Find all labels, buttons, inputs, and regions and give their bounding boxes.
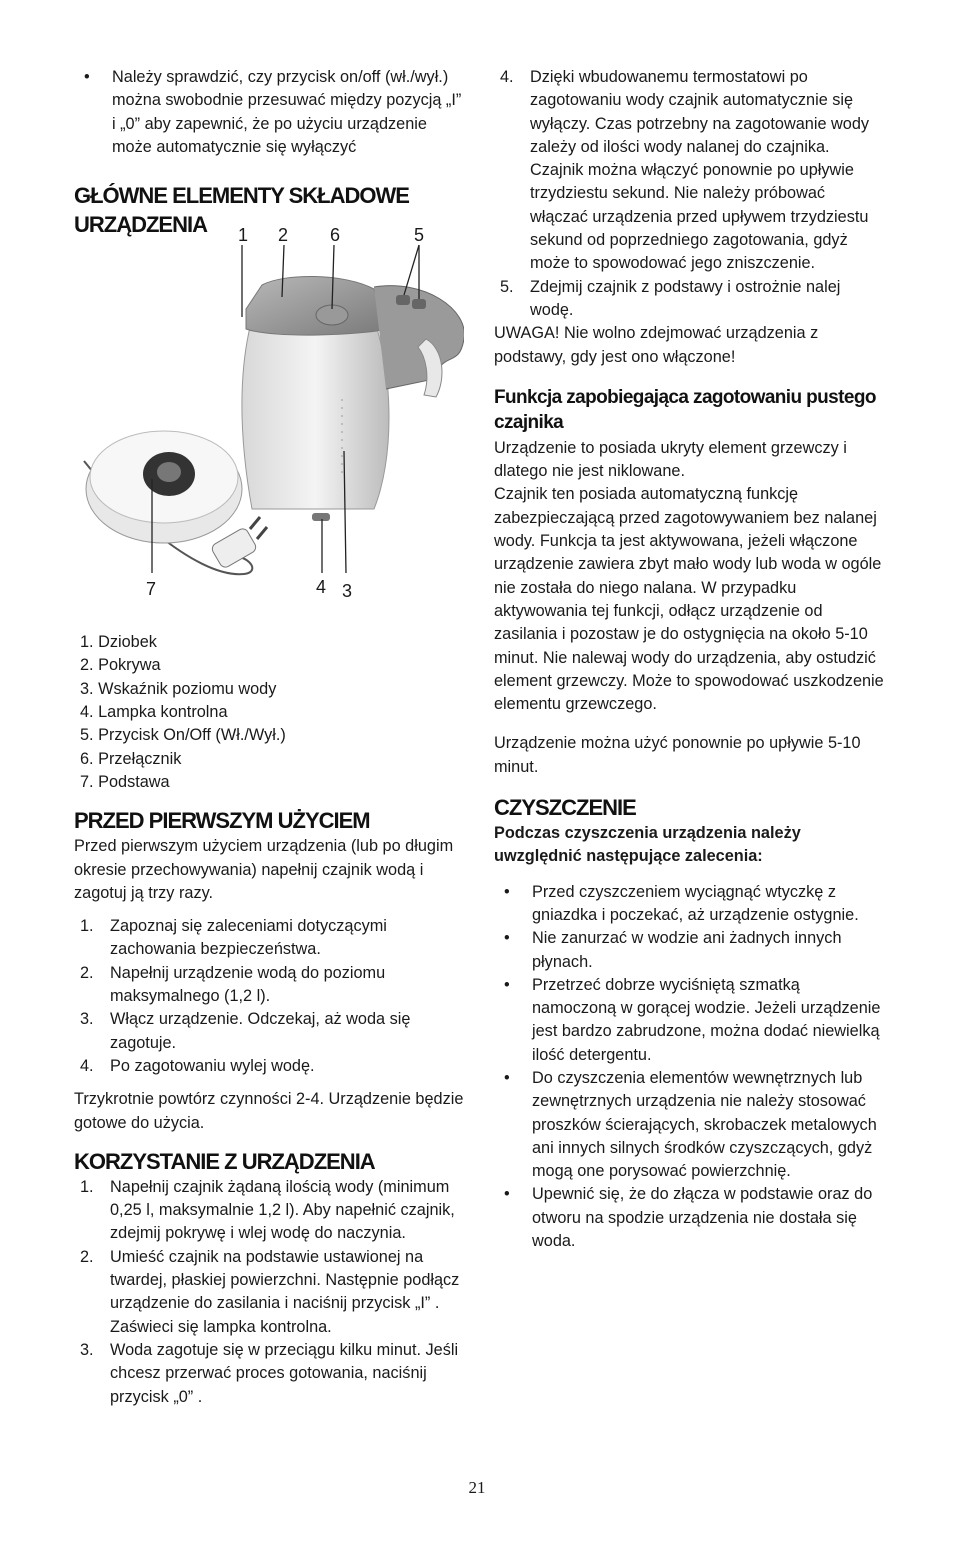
first-use-steps [74, 915, 464, 1078]
kettle-figure [74, 225, 464, 631]
first-use-heading: PRZED PIERWSZYM UŻYCIEM [74, 808, 370, 834]
list-item [74, 915, 464, 962]
bullet-glyph: • [504, 929, 510, 948]
warning-text: UWAGA! Nie wolno zdejmować urządzenia z podstawy, gdy jest ono włączone! [494, 324, 819, 366]
first-use-outro: Trzykrotnie powtórz czynności 2-4. Urządzenie będzie gotowe do użycia. [74, 1090, 464, 1132]
step-text: Napełnij urządzenie wodą do poziomu maksymalnego (1,2 l). [110, 963, 386, 1006]
parts-list [74, 631, 464, 794]
callout-4: 4 [316, 577, 327, 598]
bullet-text: Do czyszczenia elementów wewnętrznych lub zewnętrznych urządzenia nie należy stosować proszków ścierających, skrobaczek metalowych ani innych silnych środków czyszczących, gdyż mogą one porysować powierzchnię. [532, 1068, 877, 1181]
list-item: 1. Dziobek [80, 633, 157, 652]
list-item [74, 1176, 464, 1246]
bullet-glyph: • [504, 882, 510, 901]
intro-bullet-list [74, 66, 464, 159]
kettle-illustration [74, 239, 464, 631]
dry-boil-heading: Funkcja zapobiegająca zagotowaniu pustego czajnika [494, 386, 876, 433]
bullet-glyph: • [504, 1185, 510, 1204]
step-number: 2. [80, 1247, 94, 1266]
kettle-body [242, 277, 464, 522]
step-number: 1. [80, 917, 94, 936]
step-text: Zdejmij czajnik z podstawy i ostrożnie nalej wodę. [530, 277, 841, 319]
list-item: 7. Podstawa [80, 772, 170, 791]
dry-boil-paragraph-2: Czajnik ten posiada automatyczną funkcję zabezpieczającą przed zagotowywaniem bez nalanej wody. Funkcja ta jest aktywowana, jeżeli włączone urządzenie zawiera zbyt mało wody lub woda w ogóle nie została do niego nalana. W przypadku aktywowania tej funkcji, odłącz urządzenie od zasilania i pozostaw je do ostygnięcia na około 5-10 minut. Nie nalewaj wody do urządzenia, aby ostudzić element grzewczy. Może to spowodować uszkodzenie elementu grzewczego. [494, 485, 884, 714]
list-item [74, 66, 464, 159]
bullet-text: Przed czyszczeniem wyciągnąć wtyczkę z gniazdka i poczekać, aż urządzenie ostygnie. [532, 882, 859, 924]
list-item: 6. Przełącznik [80, 749, 182, 768]
dry-boil-paragraph-3: Urządzenie można użyć ponownie po upływie 5-10 minut. [494, 734, 861, 776]
bullet-glyph: • [504, 1068, 510, 1087]
callout-6: 6 [330, 225, 341, 246]
list-item: 2. Pokrywa [80, 656, 161, 675]
cleaning-intro: Podczas czyszczenia urządzenia należy uwzględnić następujące zalecenia: [494, 824, 801, 866]
page-number: 21 [468, 1478, 486, 1497]
list-item [494, 1183, 886, 1253]
right-column [494, 66, 886, 1253]
callout-3: 3 [342, 581, 353, 602]
step-number: 5. [500, 277, 514, 296]
list-item: 5. Przycisk On/Off (Wł./Wył.) [80, 726, 286, 745]
callout-2: 2 [278, 225, 289, 246]
list-item [494, 974, 886, 1067]
step-number: 4. [80, 1056, 94, 1075]
callout-1: 1 [238, 225, 249, 246]
list-item [74, 1055, 464, 1078]
usage-heading: KORZYSTANIE Z URZĄDZENIA [74, 1148, 375, 1174]
list-item [494, 927, 886, 974]
list-item [494, 881, 886, 928]
step-text: Napełnij czajnik żądaną ilością wody (minimum 0,25 l, maksymalnie 1,2 l). Aby napełnić czajnik, zdejmij pokrywę i wlej wodę do naczynia. [110, 1177, 455, 1243]
usage-steps-continued [494, 66, 886, 322]
list-item [494, 66, 886, 276]
intro-bullet-text: Należy sprawdzić, czy przycisk on/off (wł./wył.) można swobodnie przesuwać między pozycją „I” i „0” aby zapewnić, że po użyciu urządzenie może automatycznie się wyłączyć [112, 68, 462, 156]
list-item [494, 1067, 886, 1183]
list-item [74, 1339, 464, 1409]
step-text: Umieść czajnik na podstawie ustawionej na twardej, płaskiej powierzchni. Następnie podłącz urządzenie do zasilania i naciśnij przycisk „I” . Zaświeci się lampka kontrolna. [110, 1247, 460, 1336]
step-text: Dzięki wbudowanemu termostatowi po zagotowaniu wody czajnik automatycznie się wyłączy. Czas potrzebny na zagotowanie wody zależy od ilości wody nalanej do czajnika. Czajnik można włączyć ponownie po upływie trzydziestu sekund. Nie należy próbować włączać urządzenia przed upływem trzydziestu sekund od poprzedniego zagotowania, gdyż może to spowodować jego zniszczenie. [530, 68, 870, 273]
usage-steps [74, 1176, 464, 1409]
callout-5: 5 [414, 225, 425, 246]
cleaning-bullets [494, 881, 886, 1254]
step-number: 4. [500, 68, 514, 86]
step-text: Woda zagotuje się w przeciągu kilku minut. Jeśli chcesz przerwać proces gotowania, naciśnij przycisk „0” . [110, 1340, 459, 1406]
list-item: 3. Wskaźnik poziomu wody [80, 679, 277, 698]
step-number: 1. [80, 1177, 94, 1196]
list-item [494, 276, 886, 323]
callout-7: 7 [146, 579, 157, 600]
list-item: 4. Lampka kontrolna [80, 703, 228, 722]
left-column [74, 66, 464, 1409]
bullet-text: Upewnić się, że do złącza w podstawie oraz do otworu na spodzie urządzenia nie dostała się woda. [532, 1185, 873, 1251]
step-text: Po zagotowaniu wylej wodę. [110, 1056, 315, 1075]
first-use-intro: Przed pierwszym użyciem urządzenia (lub po długim okresie przechowywania) napełnij czajnik wodą i zagotuj ją trzy razy. [74, 837, 454, 902]
step-number: 2. [80, 963, 94, 982]
bullet-text: Nie zanurzać w wodzie ani żadnych innych płynach. [532, 929, 842, 971]
dry-boil-paragraph-1: Urządzenie to posiada ukryty element grzewczy i dlatego nie jest niklowane. [494, 438, 847, 481]
list-item [74, 962, 464, 1009]
bullet-glyph: • [84, 68, 90, 86]
cleaning-heading: CZYSZCZENIE [494, 795, 636, 821]
components-heading: GŁÓWNE ELEMENTY SKŁADOWE URZĄDZENIA [74, 183, 409, 238]
step-number: 3. [80, 1010, 94, 1029]
bullet-text: Przetrzeć dobrze wyciśniętą szmatką namoczoną w gorącej wodzie. Jeżeli urządzenie jest bardzo zabrudzone, można dodać niewielką ilość detergentu. [532, 975, 881, 1064]
step-text: Włącz urządzenie. Odczekaj, aż woda się zagotuje. [110, 1010, 411, 1052]
list-item [74, 1008, 464, 1055]
base-shape [86, 431, 242, 543]
step-number: 3. [80, 1340, 94, 1359]
list-item [74, 1246, 464, 1339]
bullet-glyph: • [504, 975, 510, 994]
step-text: Zapoznaj się zaleceniami dotyczącymi zachowania bezpieczeństwa. [110, 917, 387, 959]
